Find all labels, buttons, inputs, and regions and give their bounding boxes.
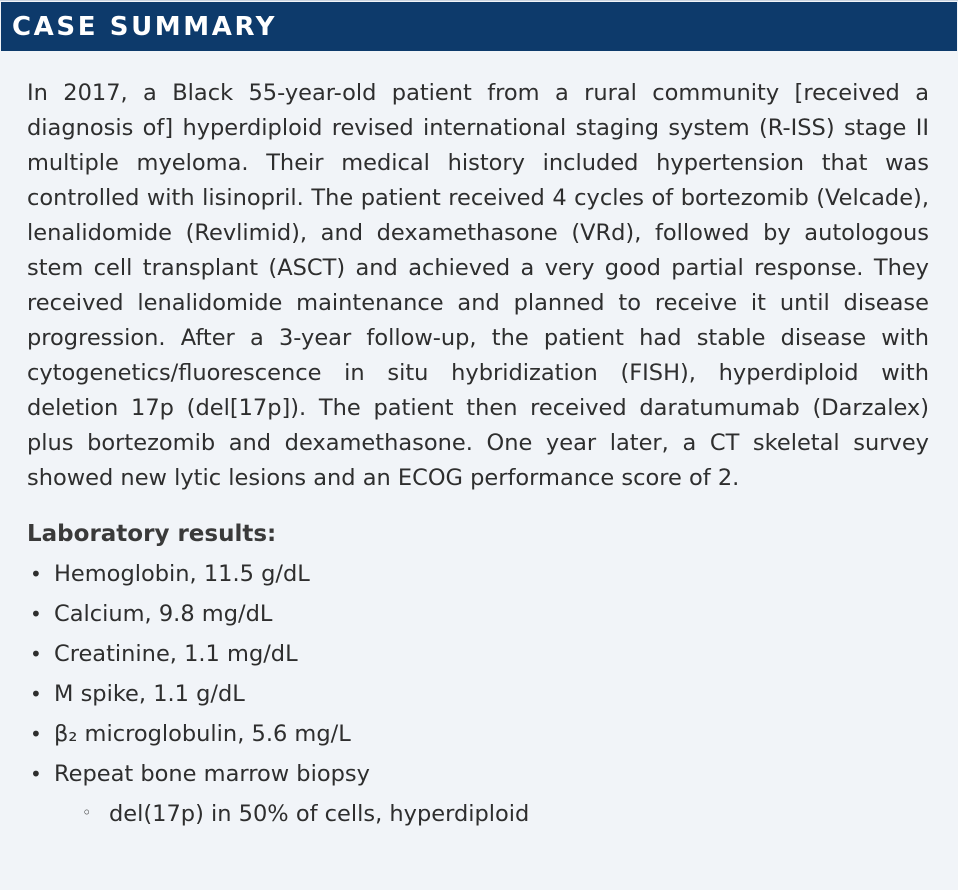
biopsy-sub-item (27, 794, 929, 834)
bullet-icon: • (30, 722, 42, 746)
lab-item-text: Hemoglobin, 11.5 g/dL (54, 561, 310, 587)
sub-item-text: del(17p) in 50% of cells, hyperdiploid (109, 801, 530, 827)
laboratory-results-heading: Laboratory results: (27, 521, 277, 547)
lab-item-calcium (27, 594, 929, 634)
lab-item-bone-marrow-biopsy (27, 754, 929, 794)
biopsy-sub-list (27, 794, 929, 834)
lab-item-creatinine (27, 634, 929, 674)
lab-item-text: Repeat bone marrow biopsy (54, 761, 370, 787)
lab-item-text: β₂ microglobulin, 5.6 mg/L (54, 721, 351, 747)
lab-item-text: Creatinine, 1.1 mg/dL (54, 641, 298, 667)
lab-item-m-spike (27, 674, 929, 714)
lab-item-text: M spike, 1.1 g/dL (54, 681, 245, 707)
lab-item-hemoglobin (27, 554, 929, 594)
bullet-icon: • (30, 562, 42, 586)
bullet-icon: • (30, 682, 42, 706)
bullet-icon: • (30, 602, 42, 626)
laboratory-results-list (27, 554, 929, 794)
lab-item-b2-microglobulin (27, 714, 929, 754)
hollow-bullet-icon: ◦ (82, 803, 92, 822)
bullet-icon: • (30, 762, 42, 786)
lab-item-text: Calcium, 9.8 mg/dL (54, 601, 273, 627)
case-summary-header: CASE SUMMARY (1, 2, 957, 51)
case-summary-body (27, 76, 929, 834)
case-summary-paragraph: In 2017, a Black 55-year-old patient from a rural community [received a diagnosis of] hyperdiploid revised international staging system (R-ISS) stage II multiple myeloma. Their medical history included hypertension that was controlled with lisinopril. The patient received 4 cycles of bortezomib (Velcade), lenalidomide (Revlimid), and dexamethasone (VRd), followed by autologous stem cell transplant (ASCT) and achieved a very good partial response. They received lenalidomide maintenance and planned to receive it until disease progression. After a 3-year follow-up, the patient had stable disease with cytogenetics/fluorescence in situ hybridization (FISH), hyperdiploid with deletion 17p (del[17p]). The patient then received daratumumab (Darzalex) plus bortezomib and dexamethasone. One year later, a CT skeletal survey showed new lytic lesions and an ECOG performance score of 2. (27, 80, 929, 491)
bullet-icon: • (30, 642, 42, 666)
